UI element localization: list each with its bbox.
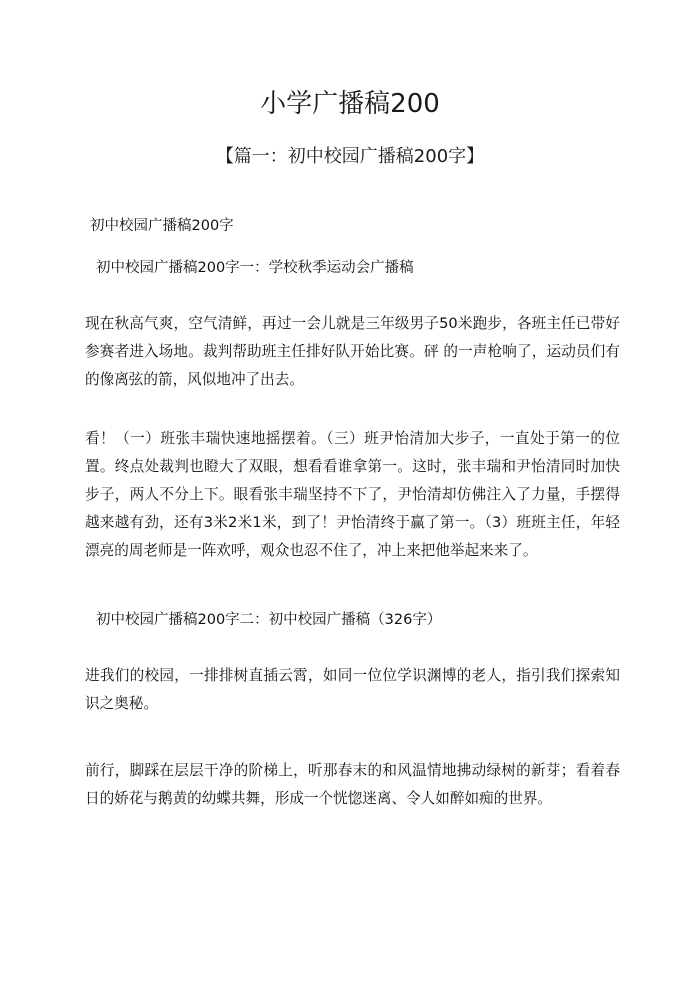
heading-line-3: 初中校园广播稿200字二：初中校园广播稿（326字） — [96, 612, 442, 628]
paragraph-1-text: 现在秋高气爽，空气清鲜，再过一会儿就是三年级男子50米跑步，各班主任已带好参赛者进入场地。裁判帮助班主任排好队开始比赛。砰 的一声枪响了，运动员们有的像离弦的箭，风似地冲了出去。 — [85, 315, 620, 388]
paragraph-4-text: 前行，脚踩在层层干净的阶梯上，听那春末的和风温情地拂动绿树的新芽；看着春日的娇花与鹅黄的幼蝶共舞，形成一个恍惚迷离、令人如醉如痴的世界。 — [85, 762, 620, 807]
paragraph-2 — [85, 425, 620, 565]
heading-line-2: 初中校园广播稿200字一：学校秋季运动会广播稿 — [96, 260, 414, 276]
paragraph-3-text: 进我们的校园，一排排树直插云霄，如同一位位学识渊博的老人，指引我们探索知识之奥秘。 — [85, 667, 620, 712]
paragraph-2-text: 看！（一）班张丰瑞快速地摇摆着。（三）班尹怡清加大步子，一直处于第一的位置。终点处裁判也瞪大了双眼，想看看谁拿第一。这时，张丰瑞和尹怡清同时加快步子，两人不分上下。眼看张丰瑞坚持不下了，尹怡清却仿佛注入了力量，手摆得越来越有劲，还有3米2米1米，到了！尹怡清终于赢了第一。（3）班班主任，年轻漂亮的周老师是一阵欢呼，观众也忍不住了，冲上来把他举起来来了。 — [85, 430, 620, 559]
paragraph-1 — [85, 310, 620, 394]
section-subtitle: 【篇一：初中校园广播稿200字】 — [215, 146, 485, 167]
page-title: 小学广播稿200 — [260, 89, 440, 119]
paragraph-3 — [85, 662, 620, 718]
paragraph-4 — [85, 757, 620, 813]
heading-line-1: 初中校园广播稿200字 — [90, 218, 234, 234]
